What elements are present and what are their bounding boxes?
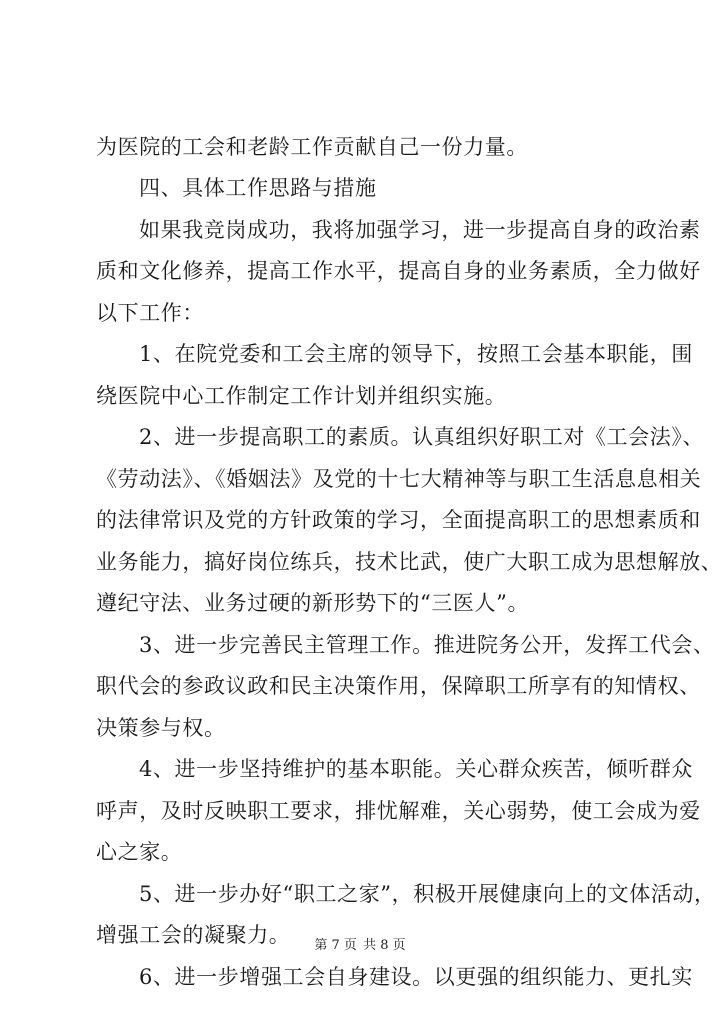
text-line-4: 质和文化修养，提高工作水平，提高自身的业务素质，全力做好 <box>96 259 701 283</box>
text-line-18: 心之家。 <box>96 840 183 864</box>
text-line-16: 4、进一步坚持维护的基本职能。关心群众疾苦，倾听群众 <box>139 757 693 781</box>
section-heading-4: 四、具体工作思路与措施 <box>139 176 377 200</box>
text-line-8: 2、进一步提高职工的素质。认真组织好职工对《工会法》、 <box>139 425 705 449</box>
text-line-14: 职代会的参政议政和民主决策作用，保障职工所享有的知情权、 <box>96 674 701 698</box>
text-line-21: 6、进一步增强工会自身建设。以更强的组织能力、更扎实 <box>139 965 693 989</box>
text-line-1: 为医院的工会和老龄工作贡献自己一份力量。 <box>96 135 528 159</box>
text-line-19: 5、进一步办好“职工之家”，积极开展健康向上的文体活动， <box>139 882 716 906</box>
text-line-6: 1、在院党委和工会主席的领导下，按照工会基本职能，围 <box>139 342 693 366</box>
text-line-11: 业务能力，搞好岗位练兵，技术比武，使广大职工成为思想解放、 <box>96 550 722 574</box>
text-line-9: 《劳动法》、《婚姻法》及党的十七大精神等与职工生活息息相关 <box>96 467 702 491</box>
text-line-5: 以下工作： <box>96 301 204 325</box>
text-line-15: 决策参与权。 <box>96 716 226 740</box>
text-line-12: 遵纪守法、业务过硬的新形势下的“三医人”。 <box>96 591 530 615</box>
page-number: 第 7 页 <box>314 938 357 953</box>
page-footer <box>0 938 720 954</box>
text-line-7: 绕医院中心工作制定工作计划并组织实施。 <box>96 384 507 408</box>
text-line-3: 如果我竞岗成功，我将加强学习，进一步提高自身的政治素 <box>139 218 701 242</box>
total-pages: 共 8 页 <box>363 938 406 953</box>
text-line-20: 增强工会的凝聚力。 <box>96 923 291 947</box>
text-line-10: 的法律常识及党的方针政策的学习，全面提高职工的思想素质和 <box>96 508 701 532</box>
text-line-17: 呼声，及时反映职工要求，排忧解难，关心弱势，使工会成为爱 <box>96 799 701 823</box>
text-line-13: 3、进一步完善民主管理工作。推进院务公开，发挥工代会、 <box>139 633 715 657</box>
